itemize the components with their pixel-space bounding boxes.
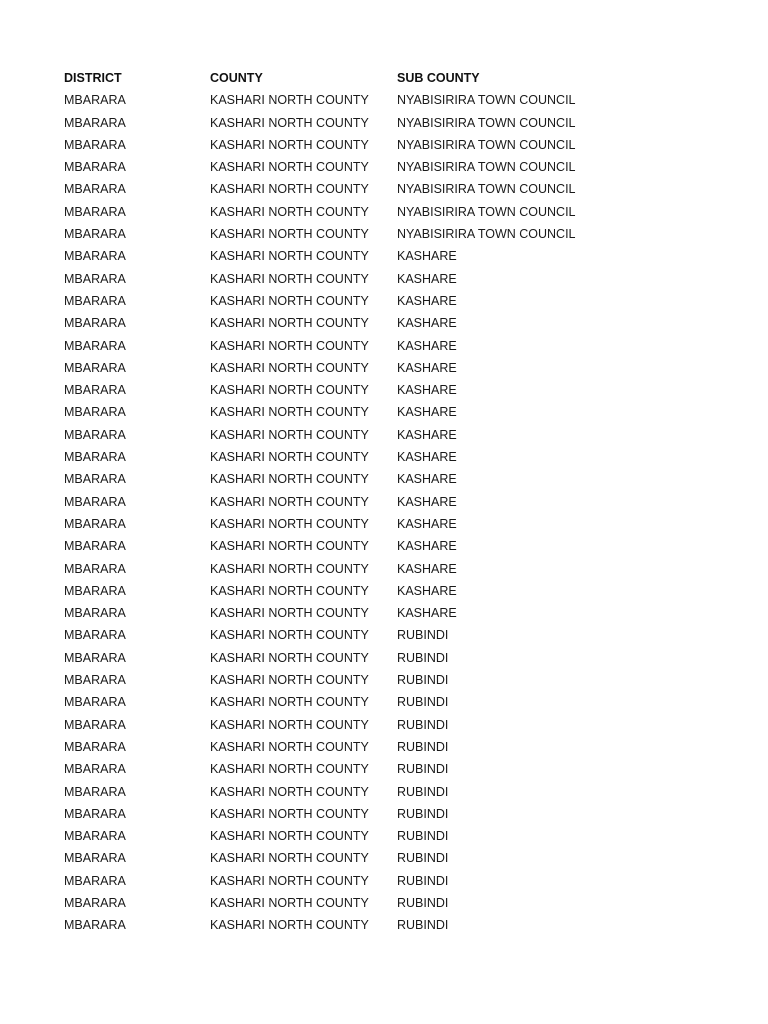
cell-district: MBARARA — [64, 383, 126, 398]
table-row — [64, 647, 637, 669]
cell-county: KASHARI NORTH COUNTY — [210, 918, 369, 933]
cell-district: MBARARA — [64, 93, 126, 108]
cell-sub-county: KASHARE — [397, 293, 457, 308]
cell-district: MBARARA — [64, 873, 126, 888]
cell-district: MBARARA — [64, 249, 126, 264]
cell-sub-county: KASHARE — [397, 338, 457, 353]
cell-county: KASHARI NORTH COUNTY — [210, 583, 369, 598]
cell-sub-county: KASHARE — [397, 539, 457, 554]
cell-sub-county: KASHARE — [397, 583, 457, 598]
header-county: COUNTY — [210, 71, 263, 85]
cell-district: MBARARA — [64, 494, 126, 509]
cell-sub-county: RUBINDI — [397, 650, 449, 665]
cell-district: MBARARA — [64, 717, 126, 732]
table-row — [64, 268, 637, 290]
cell-district: MBARARA — [64, 271, 126, 286]
cell-county: KASHARI NORTH COUNTY — [210, 851, 369, 866]
cell-sub-county: NYABISIRIRA TOWN COUNCIL — [397, 115, 576, 130]
header-sub-county: SUB COUNTY — [397, 71, 480, 85]
cell-sub-county: KASHARE — [397, 606, 457, 621]
table-row — [64, 781, 637, 803]
cell-county: KASHARI NORTH COUNTY — [210, 316, 369, 331]
table-row — [64, 357, 637, 379]
table-row — [64, 758, 637, 780]
cell-sub-county: RUBINDI — [397, 918, 449, 933]
cell-county: KASHARI NORTH COUNTY — [210, 293, 369, 308]
cell-county: KASHARI NORTH COUNTY — [210, 204, 369, 219]
cell-sub-county: KASHARE — [397, 249, 457, 264]
cell-county: KASHARI NORTH COUNTY — [210, 539, 369, 554]
table-row — [64, 691, 637, 713]
cell-district: MBARARA — [64, 739, 126, 754]
cell-sub-county: RUBINDI — [397, 762, 449, 777]
table-row — [64, 825, 637, 847]
table-row — [64, 914, 637, 936]
cell-sub-county: RUBINDI — [397, 695, 449, 710]
cell-sub-county: KASHARE — [397, 516, 457, 531]
table-row — [64, 156, 637, 178]
cell-county: KASHARI NORTH COUNTY — [210, 561, 369, 576]
cell-sub-county: KASHARE — [397, 360, 457, 375]
cell-county: KASHARI NORTH COUNTY — [210, 673, 369, 688]
table-row — [64, 535, 637, 557]
cell-sub-county: RUBINDI — [397, 829, 449, 844]
cell-district: MBARARA — [64, 182, 126, 197]
cell-district: MBARARA — [64, 650, 126, 665]
cell-county: KASHARI NORTH COUNTY — [210, 762, 369, 777]
cell-district: MBARARA — [64, 472, 126, 487]
cell-district: MBARARA — [64, 405, 126, 420]
cell-county: KASHARI NORTH COUNTY — [210, 93, 369, 108]
cell-sub-county: NYABISIRIRA TOWN COUNCIL — [397, 137, 576, 152]
data-table — [64, 67, 637, 937]
table-row — [64, 401, 637, 423]
cell-sub-county: KASHARE — [397, 405, 457, 420]
cell-district: MBARARA — [64, 227, 126, 242]
cell-sub-county: KASHARE — [397, 383, 457, 398]
cell-sub-county: NYABISIRIRA TOWN COUNCIL — [397, 93, 576, 108]
cell-county: KASHARI NORTH COUNTY — [210, 784, 369, 799]
table-row — [64, 245, 637, 267]
cell-district: MBARARA — [64, 628, 126, 643]
cell-county: KASHARI NORTH COUNTY — [210, 829, 369, 844]
cell-county: KASHARI NORTH COUNTY — [210, 494, 369, 509]
cell-sub-county: RUBINDI — [397, 717, 449, 732]
table-row — [64, 669, 637, 691]
table-row — [64, 201, 637, 223]
cell-sub-county: RUBINDI — [397, 806, 449, 821]
cell-sub-county: RUBINDI — [397, 873, 449, 888]
cell-district: MBARARA — [64, 695, 126, 710]
cell-district: MBARARA — [64, 762, 126, 777]
cell-county: KASHARI NORTH COUNTY — [210, 427, 369, 442]
table-row — [64, 892, 637, 914]
cell-county: KASHARI NORTH COUNTY — [210, 739, 369, 754]
cell-district: MBARARA — [64, 829, 126, 844]
header-row — [64, 67, 637, 89]
cell-county: KASHARI NORTH COUNTY — [210, 383, 369, 398]
cell-district: MBARARA — [64, 137, 126, 152]
table-row — [64, 178, 637, 200]
cell-sub-county: RUBINDI — [397, 628, 449, 643]
cell-county: KASHARI NORTH COUNTY — [210, 160, 369, 175]
table-body — [64, 89, 637, 936]
cell-county: KASHARI NORTH COUNTY — [210, 137, 369, 152]
cell-district: MBARARA — [64, 851, 126, 866]
cell-sub-county: RUBINDI — [397, 739, 449, 754]
table-row — [64, 112, 637, 134]
cell-sub-county: NYABISIRIRA TOWN COUNCIL — [397, 227, 576, 242]
cell-sub-county: KASHARE — [397, 316, 457, 331]
cell-district: MBARARA — [64, 895, 126, 910]
table-row — [64, 736, 637, 758]
cell-county: KASHARI NORTH COUNTY — [210, 895, 369, 910]
cell-district: MBARARA — [64, 360, 126, 375]
cell-county: KASHARI NORTH COUNTY — [210, 628, 369, 643]
table-row — [64, 513, 637, 535]
table-row — [64, 803, 637, 825]
table-row — [64, 870, 637, 892]
table-row — [64, 335, 637, 357]
cell-county: KASHARI NORTH COUNTY — [210, 182, 369, 197]
table-row — [64, 468, 637, 490]
cell-district: MBARARA — [64, 806, 126, 821]
table-row — [64, 89, 637, 111]
cell-county: KASHARI NORTH COUNTY — [210, 360, 369, 375]
cell-county: KASHARI NORTH COUNTY — [210, 695, 369, 710]
table-header — [64, 67, 637, 89]
table-row — [64, 602, 637, 624]
cell-county: KASHARI NORTH COUNTY — [210, 338, 369, 353]
table-row — [64, 491, 637, 513]
table-row — [64, 223, 637, 245]
table-row — [64, 714, 637, 736]
cell-sub-county: KASHARE — [397, 561, 457, 576]
cell-district: MBARARA — [64, 673, 126, 688]
cell-sub-county: KASHARE — [397, 427, 457, 442]
cell-county: KASHARI NORTH COUNTY — [210, 405, 369, 420]
cell-district: MBARARA — [64, 918, 126, 933]
cell-sub-county: RUBINDI — [397, 851, 449, 866]
table-row — [64, 312, 637, 334]
cell-county: KASHARI NORTH COUNTY — [210, 606, 369, 621]
cell-sub-county: NYABISIRIRA TOWN COUNCIL — [397, 160, 576, 175]
table-row — [64, 847, 637, 869]
table-row — [64, 624, 637, 646]
cell-sub-county: RUBINDI — [397, 895, 449, 910]
cell-county: KASHARI NORTH COUNTY — [210, 249, 369, 264]
cell-district: MBARARA — [64, 784, 126, 799]
cell-district: MBARARA — [64, 204, 126, 219]
table-row — [64, 580, 637, 602]
cell-county: KASHARI NORTH COUNTY — [210, 516, 369, 531]
cell-sub-county: RUBINDI — [397, 673, 449, 688]
table-row — [64, 134, 637, 156]
cell-county: KASHARI NORTH COUNTY — [210, 472, 369, 487]
cell-county: KASHARI NORTH COUNTY — [210, 450, 369, 465]
cell-district: MBARARA — [64, 606, 126, 621]
cell-district: MBARARA — [64, 516, 126, 531]
cell-district: MBARARA — [64, 338, 126, 353]
cell-district: MBARARA — [64, 583, 126, 598]
cell-county: KASHARI NORTH COUNTY — [210, 271, 369, 286]
cell-county: KASHARI NORTH COUNTY — [210, 650, 369, 665]
cell-sub-county: KASHARE — [397, 271, 457, 286]
cell-county: KASHARI NORTH COUNTY — [210, 115, 369, 130]
table-row — [64, 290, 637, 312]
cell-sub-county: KASHARE — [397, 494, 457, 509]
cell-sub-county: KASHARE — [397, 472, 457, 487]
cell-county: KASHARI NORTH COUNTY — [210, 806, 369, 821]
table-row — [64, 558, 637, 580]
cell-sub-county: NYABISIRIRA TOWN COUNCIL — [397, 204, 576, 219]
cell-sub-county: RUBINDI — [397, 784, 449, 799]
header-district: DISTRICT — [64, 71, 122, 85]
cell-district: MBARARA — [64, 427, 126, 442]
table-row — [64, 424, 637, 446]
cell-county: KASHARI NORTH COUNTY — [210, 717, 369, 732]
cell-district: MBARARA — [64, 450, 126, 465]
cell-sub-county: KASHARE — [397, 450, 457, 465]
table-row — [64, 379, 637, 401]
table-row — [64, 446, 637, 468]
cell-district: MBARARA — [64, 561, 126, 576]
cell-district: MBARARA — [64, 293, 126, 308]
cell-district: MBARARA — [64, 316, 126, 331]
cell-county: KASHARI NORTH COUNTY — [210, 873, 369, 888]
cell-district: MBARARA — [64, 115, 126, 130]
cell-sub-county: NYABISIRIRA TOWN COUNCIL — [397, 182, 576, 197]
cell-district: MBARARA — [64, 539, 126, 554]
cell-district: MBARARA — [64, 160, 126, 175]
cell-county: KASHARI NORTH COUNTY — [210, 227, 369, 242]
